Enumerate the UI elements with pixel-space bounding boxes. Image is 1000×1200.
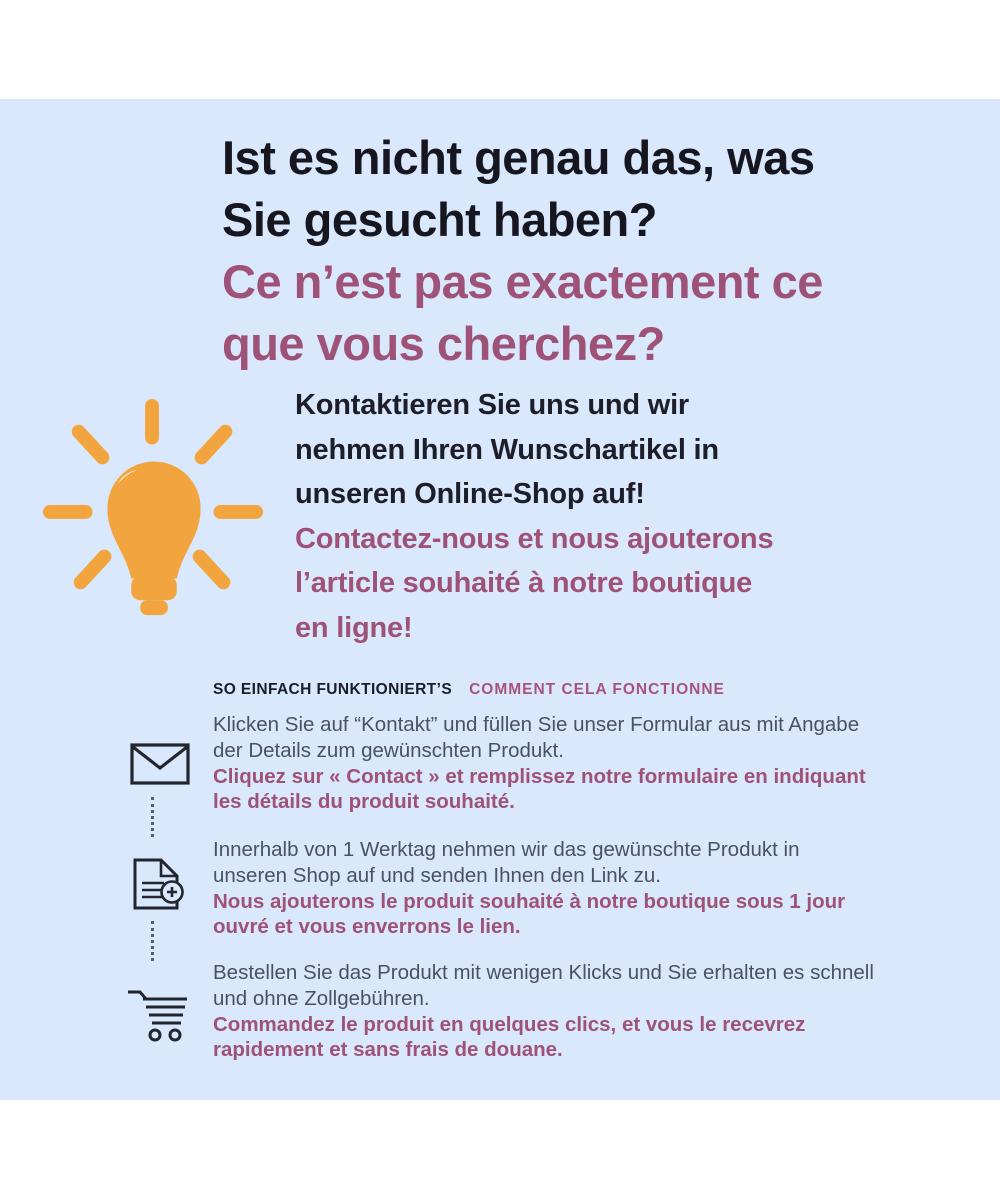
step-1-de-line2: der Details zum gewünschten Produkt. <box>213 738 564 762</box>
envelope-icon <box>130 743 190 785</box>
section-title-de: SO EINFACH FUNKTIONIERT’S <box>213 681 453 698</box>
step-3-de-line1: Bestellen Sie das Produkt mit wenigen Klicks und Sie erhalten es schnell <box>213 961 874 984</box>
step-2-de-line1: Innerhalb von 1 Werktag nehmen wir das gewünschte Produkt in <box>213 838 800 861</box>
intro-fr-line1: Contactez-nous et nous ajouterons <box>295 522 774 555</box>
step-1-fr-line1: Cliquez sur « Contact » et remplissez notre formulaire en indiquant <box>213 764 866 788</box>
document-add-icon <box>131 858 185 912</box>
step-1-fr-line2: les détails du produit souhaité. <box>213 790 515 814</box>
dotted-connector-2 <box>151 921 154 961</box>
step-3-fr-line2: rapidement et sans frais de douane. <box>213 1038 563 1062</box>
step-2-fr-line2: ouvré et vous enverrons le lien. <box>213 915 521 939</box>
step-2-text <box>213 837 845 940</box>
shopping-cart-icon <box>125 986 191 1042</box>
step-1-text <box>213 712 866 815</box>
section-title-fr: COMMENT CELA FONCTIONNE <box>469 681 725 698</box>
page-title-de-line1: Ist es nicht genau das, was <box>222 131 815 184</box>
intro-fr-line3: en ligne! <box>295 611 413 644</box>
intro-de-line3: unseren Online-Shop auf! <box>295 478 645 511</box>
intro-de-line2: nehmen Ihren Wunschartikel in <box>295 433 719 466</box>
lightbulb-icon <box>42 396 270 624</box>
intro-de-line1: Kontaktieren Sie uns und wir <box>295 389 690 421</box>
page-title-de-line2: Sie gesucht haben? <box>222 193 657 246</box>
step-2-de-line2: unseren Shop auf und senden Ihnen den Link zu. <box>213 863 661 887</box>
intro-fr-line2: l’article souhaité à notre boutique <box>295 567 753 600</box>
step-3-de-line2: und ohne Zollgebühren. <box>213 986 430 1010</box>
page-title-fr-line2: que vous cherchez? <box>222 317 665 370</box>
step-3-text <box>213 960 874 1063</box>
page-title-fr-line1: Ce n’est pas exactement ce <box>222 255 823 308</box>
how-it-works-header <box>213 681 725 699</box>
step-3-fr-line1: Commandez le produit en quelques clics, et vous le recevrez <box>213 1012 806 1036</box>
step-1-de-line1: Klicken Sie auf “Kontakt” und füllen Sie unser Formular aus mit Angabe <box>213 713 860 736</box>
intro-text <box>295 383 773 651</box>
dotted-connector-1 <box>151 797 154 837</box>
page-title <box>222 127 823 375</box>
step-2-fr-line1: Nous ajouterons le produit souhaité à notre boutique sous 1 jour <box>213 889 846 913</box>
